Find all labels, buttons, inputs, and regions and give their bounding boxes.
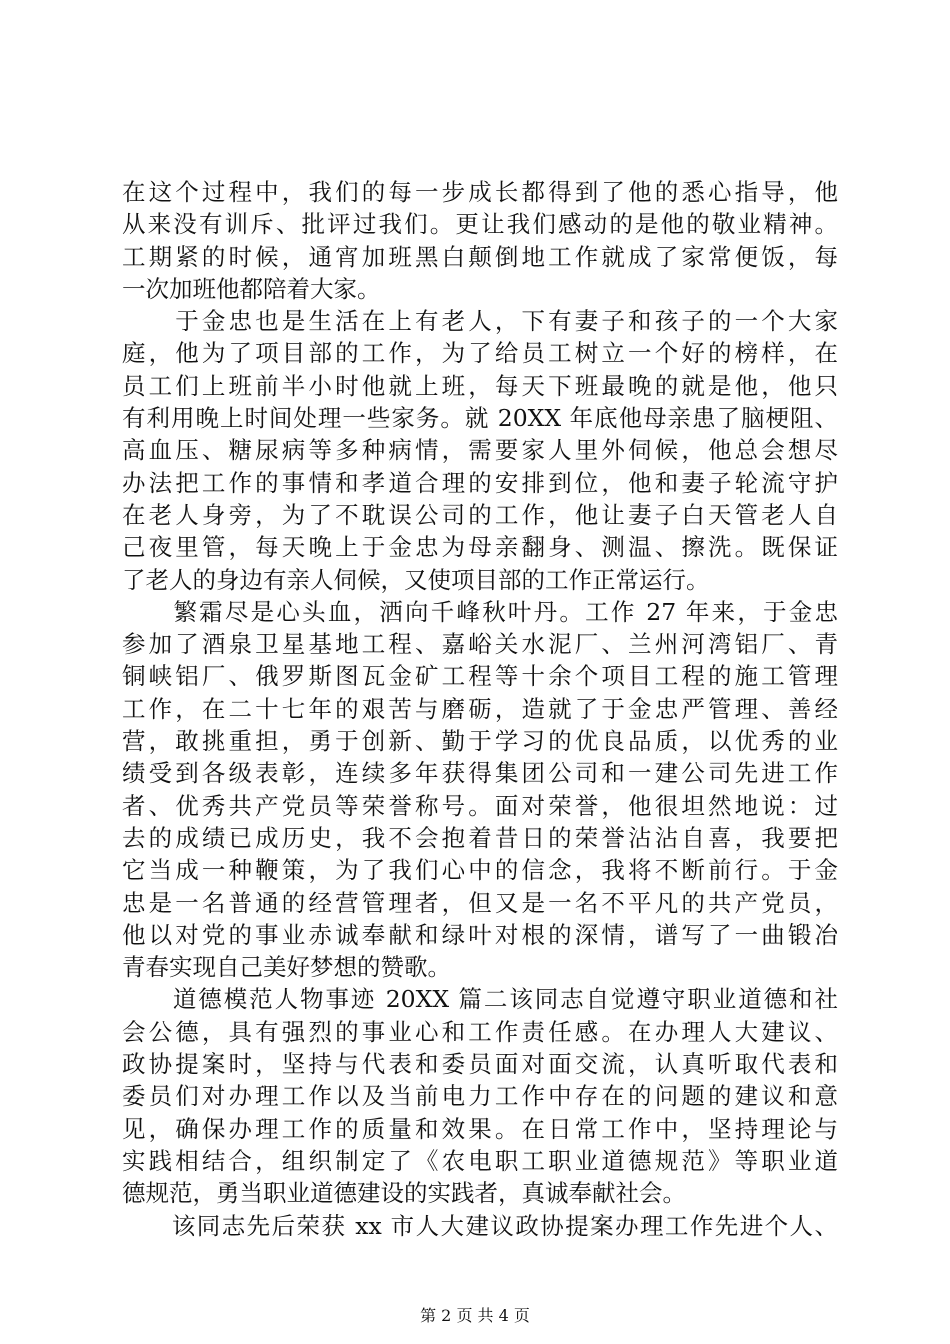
text-line: 委员们对办理工作以及当前电力工作中存在的问题的建议和意: [122, 1082, 838, 1111]
text-line: 从来没有训斥、批评过我们。更让我们感动的是他的敬业精神。: [122, 210, 838, 239]
text-line: 工作，在二十七年的艰苦与磨砺，造就了于金忠严管理、善经: [122, 694, 838, 723]
text-line: 道德模范人物事迹 20XX 篇二该同志自觉遵守职业道德和社: [122, 985, 838, 1014]
text-line: 忠是一名普通的经营管理者，但又是一名不平凡的共产党员，: [122, 888, 838, 917]
text-line: 德规范，勇当职业道德建设的实践者，真诚奉献社会。: [122, 1179, 686, 1208]
text-line: 繁霜尽是心头血，洒向千峰秋叶丹。工作 27 年来，于金忠: [122, 597, 838, 626]
text-line: 于金忠也是生活在上有老人，下有妻子和孩子的一个大家: [122, 307, 838, 336]
text-line: 办法把工作的事情和孝道合理的安排到位，他和妻子轮流守护: [122, 468, 838, 497]
text-line: 政协提案时，坚持与代表和委员面对面交流，认真听取代表和: [122, 1050, 838, 1079]
paragraph: [122, 305, 838, 596]
text-line: 在这个过程中，我们的每一步成长都得到了他的悉心指导，他: [122, 178, 838, 206]
text-line: 工期紧的时候，通宵加班黑白颠倒地工作就成了家常便饭，每: [122, 242, 838, 271]
text-line: 它当成一种鞭策，为了我们心中的信念，我将不断前行。于金: [122, 856, 838, 885]
text-line: 在老人身旁，为了不耽误公司的工作，他让妻子白天管老人自: [122, 500, 838, 529]
text-line: 有利用晚上时间处理一些家务。就 20XX 年底他母亲患了脑梗阻、: [122, 404, 838, 433]
paragraph: [122, 176, 838, 305]
text-line: 绩受到各级表彰，连续多年获得集团公司和一建公司先进工作: [122, 759, 838, 788]
text-line: 营，敢挑重担，勇于创新、勤于学习的优良品质，以优秀的业: [122, 727, 838, 756]
text-line: 他以对党的事业赤诚奉献和绿叶对根的深情，谱写了一曲锻冶: [122, 920, 838, 949]
document-body: [122, 176, 838, 1242]
paragraph: [122, 1210, 838, 1242]
text-line: 员工们上班前半小时他就上班，每天下班最晚的就是他，他只: [122, 371, 838, 400]
text-line: 一次加班他都陪着大家。: [122, 274, 381, 303]
text-line: 高血压、糖尿病等多种病情，需要家人里外伺候，他总会想尽: [122, 436, 838, 465]
text-line: 去的成绩已成历史，我不会抱着昔日的荣誉沾沾自喜，我要把: [122, 823, 838, 852]
text-line: 实践相结合，组织制定了《农电职工职业道德规范》等职业道: [122, 1146, 838, 1175]
text-line: 青春实现自己美好梦想的赞歌。: [122, 953, 451, 982]
paragraph: [122, 983, 838, 1209]
text-line: 庭，他为了项目部的工作，为了给员工树立一个好的榜样，在: [122, 339, 838, 368]
text-line: 了老人的身边有亲人伺候，又使项目部的工作正常运行。: [122, 565, 710, 594]
text-line: 参加了酒泉卫星基地工程、嘉峪关水泥厂、兰州河湾铝厂、青: [122, 630, 838, 659]
text-line: 该同志先后荣获 xx 市人大建议政协提案办理工作先进个人、: [122, 1211, 838, 1240]
text-line: 见，确保办理工作的质量和效果。在日常工作中，坚持理论与: [122, 1114, 838, 1143]
text-line: 铜峡铝厂、俄罗斯图瓦金矿工程等十余个项目工程的施工管理: [122, 662, 838, 691]
page-number-footer: 第 2 页 共 4 页: [420, 1306, 530, 1325]
paragraph: [122, 596, 838, 984]
text-line: 会公德，具有强烈的事业心和工作责任感。在办理人大建议、: [122, 1017, 838, 1046]
text-line: 者、优秀共产党员等荣誉称号。面对荣誉，他很坦然地说：过: [122, 791, 838, 820]
text-line: 己夜里管，每天晚上于金忠为母亲翻身、测温、擦洗。既保证: [122, 533, 838, 562]
